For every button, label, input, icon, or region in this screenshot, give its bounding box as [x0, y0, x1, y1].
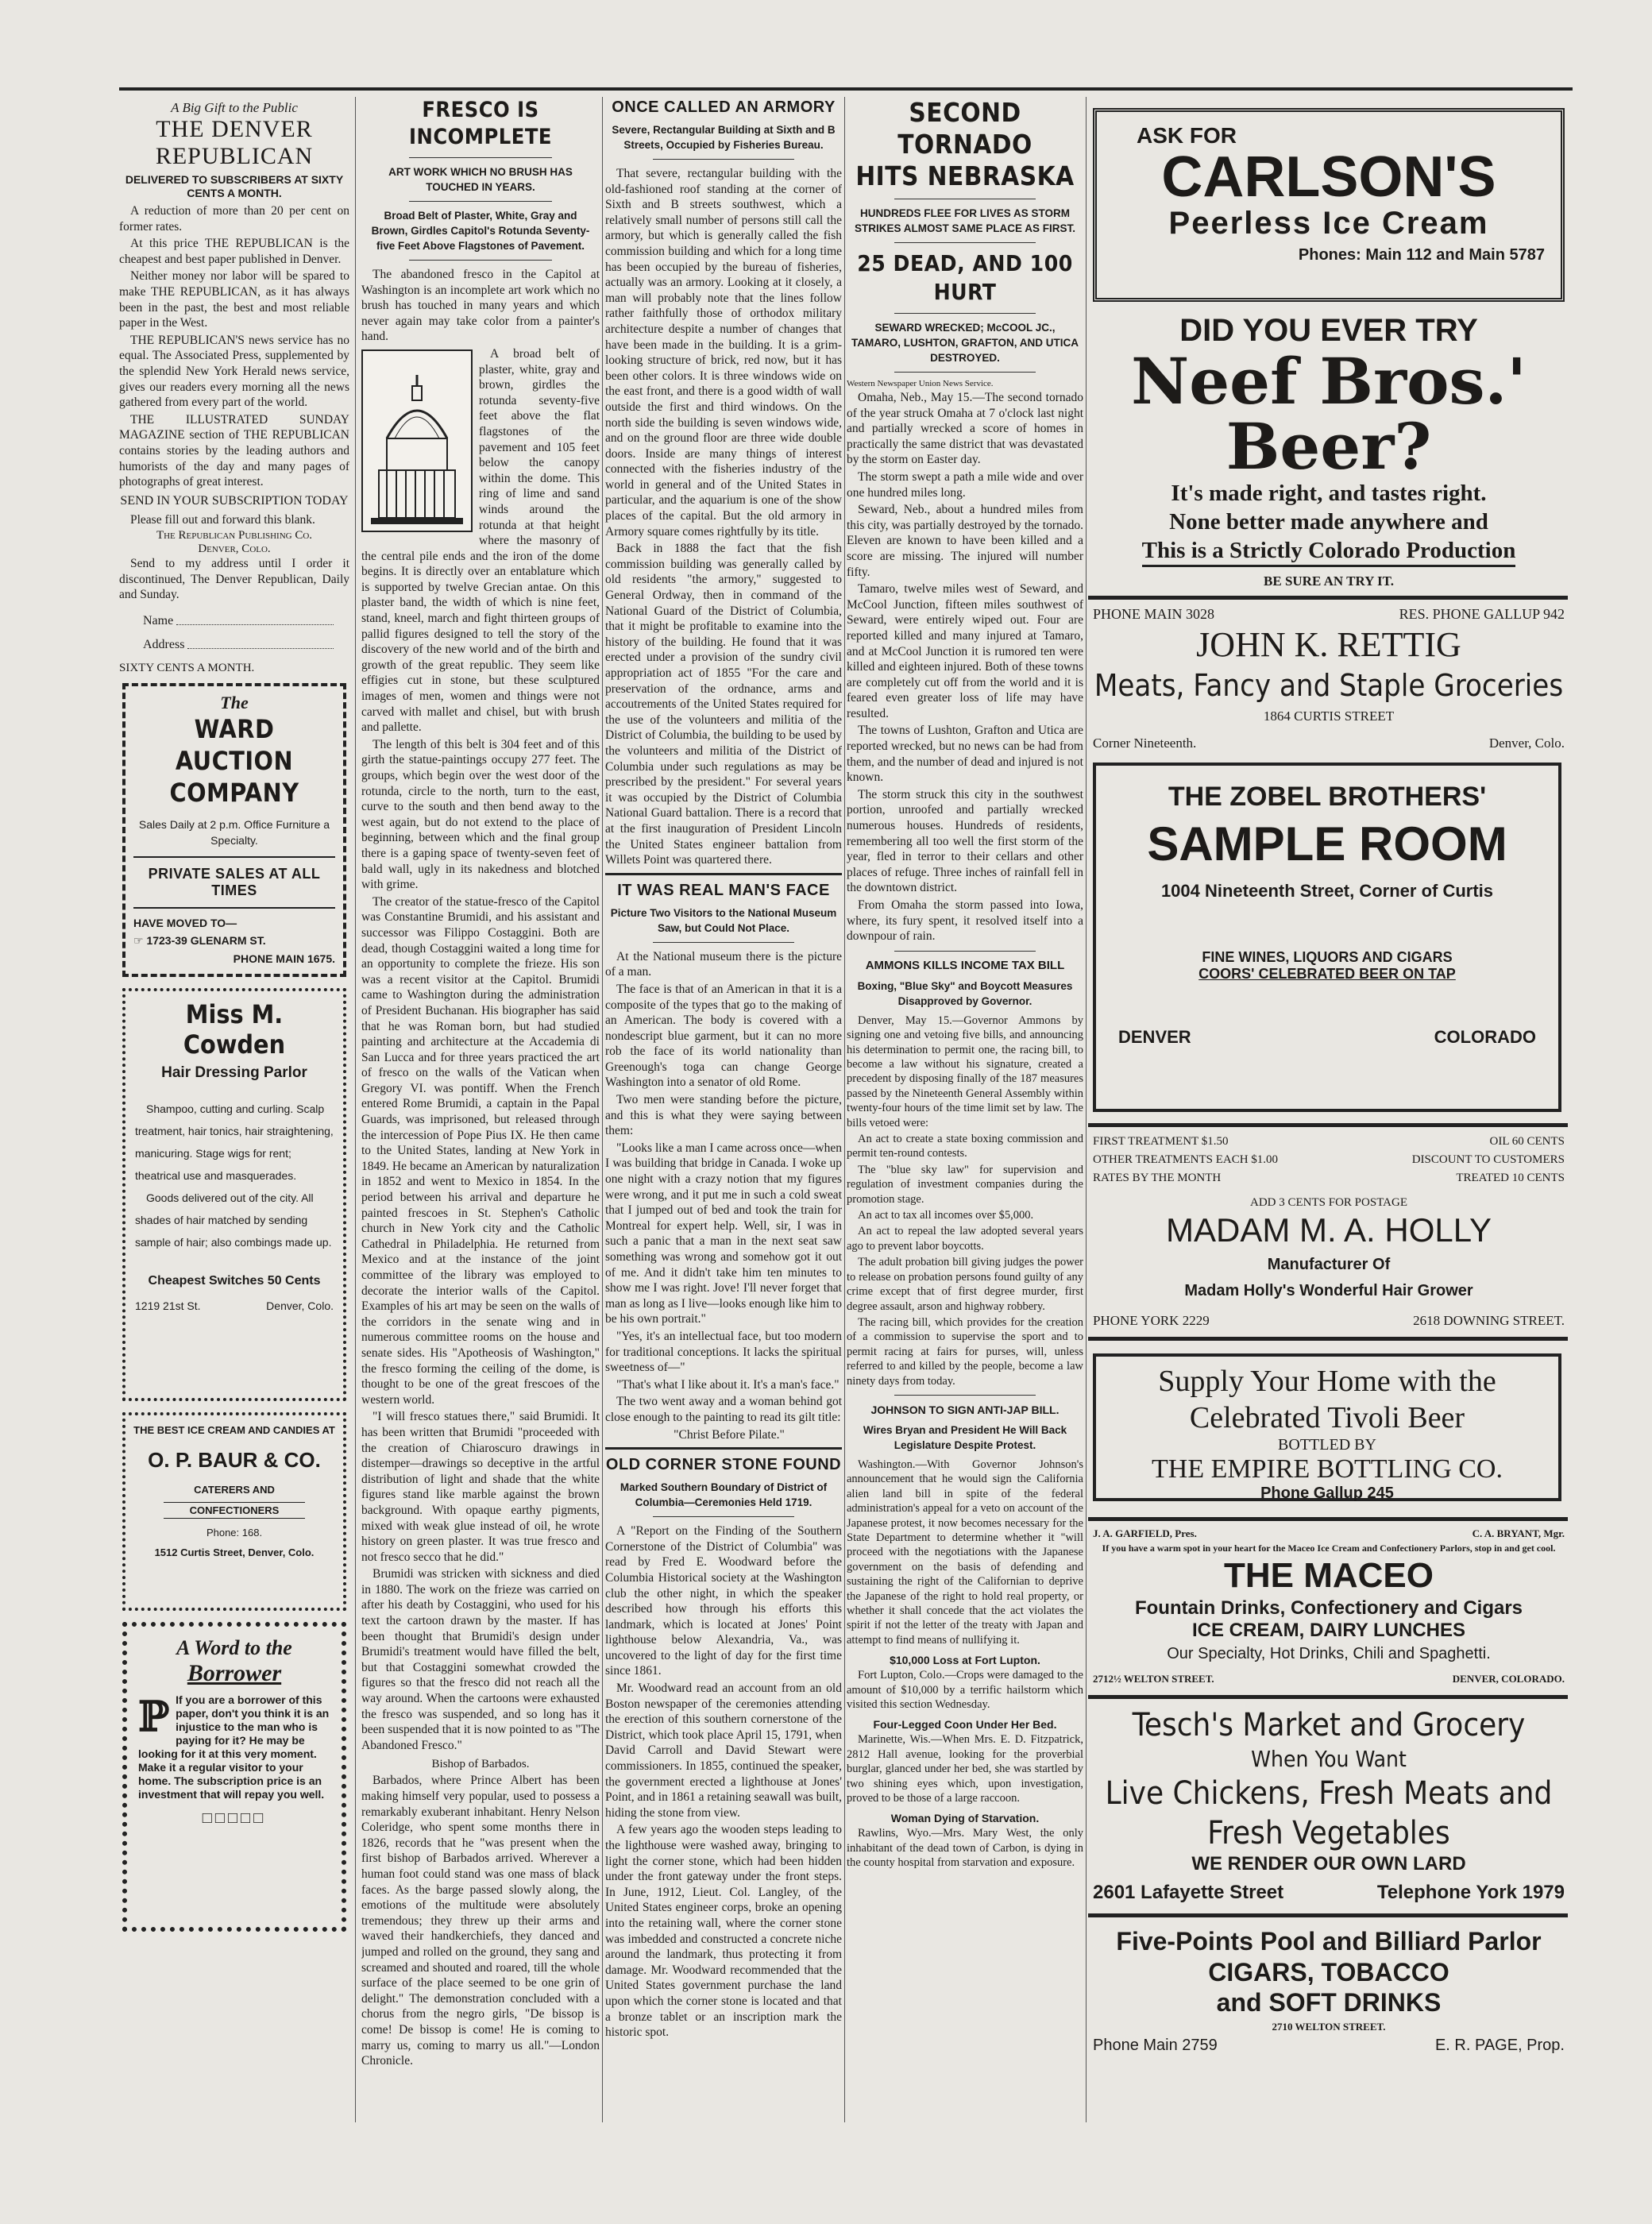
paragraph: A reduction of more than 20 per cent on former rates. — [119, 204, 349, 234]
paragraph: The face is that of an American in that it is a composite of the types that go to the making of an American. The body is covered with a nondescript blue garment, but it can no more rob the face of its world nationality than Greenough's toga can change George Washington into a senator of old Rome. — [605, 982, 842, 1090]
ward-name: WARD AUCTION COMPANY — [169, 714, 299, 809]
paragraph: At the National museum there is the picture of a man. — [605, 949, 842, 979]
paragraph: At this price THE REPUBLICAN is the cheapest and best paper published in Denver. — [119, 237, 349, 266]
paragraph: Please fill out and forward this blank. — [130, 512, 315, 527]
cowden-goods: Goods delivered out of the city. All shades of hair matched by sending sample of hair; also combings made up. — [135, 1191, 332, 1249]
column-1 — [119, 97, 349, 2130]
tesch-when: When You Want — [1251, 1746, 1407, 1772]
rettig-footer: Corner Nineteenth. Denver, Colo. — [1093, 736, 1565, 751]
paragraph: "Yes, it's an intellectual face, but too modern for traditional conceptions. It lacks the spiritual sweetness of—" — [605, 1329, 842, 1375]
paragraph: Denver, May 15.—Governor Ammons by signing one and vetoing five bills, and announcing his determination to permit one, the racing bill, to become a law without his signature, created a precedent by disposing finally of the 187 measures passed by the Nineteenth General Assembly within twenty-four hours of the time limit set by law. The bills vetoed were: — [847, 1014, 1083, 1129]
deck-johnson: Wires Bryan and President He Will Back Legislature Despite Protest. — [863, 1423, 1067, 1451]
tivoli-co: THE EMPIRE BOTTLING CO. — [1152, 1454, 1503, 1484]
paragraph: Two men were standing before the picture, and this is what they were saying between them: — [605, 1093, 842, 1138]
tivoli-bottled: BOTTLED BY — [1278, 1436, 1376, 1454]
paragraph: The "blue sky law" for supervision and regulation of investment companies during the promotion stage. — [847, 1163, 1083, 1206]
rettig-line: Meats, Fancy and Staple Groceries — [1094, 668, 1564, 703]
paragraph: THE ILLUSTRATED SUNDAY MAGAZINE section of THE REPUBLICAN contains stories by the leading authors and humorists of the day and many pages of photographs of great interest. — [119, 412, 349, 489]
maceo-ad — [1093, 1527, 1565, 1685]
headline-dead: 25 DEAD, AND 100 HURT — [857, 250, 1073, 305]
tesch-lard: WE RENDER OUR OWN LARD — [1191, 1853, 1466, 1875]
gift-line: A Big Gift to the Public — [171, 100, 298, 115]
paragraph: Omaha, Neb., May 15.—The second tornado of the year struck Omaha at 7 o'clock last night and partially wrecked a score of homes in practically the same district that was devastated by the storm on Easter day. — [847, 391, 1083, 467]
deck-face: Picture Two Visitors to the National Museum Saw, but Could Not Place. — [610, 906, 837, 934]
tivoli-ad — [1093, 1353, 1561, 1501]
deck-ammons: Boxing, "Blue Sky" and Boycott Measures Disapproved by Governor. — [857, 979, 1073, 1007]
zobel-address: 1004 Nineteenth Street, Corner of Curtis — [1160, 881, 1494, 901]
borrower-title1: A Word to the — [176, 1636, 292, 1660]
paragraph: An act to create a state boxing commission and permit ten-round contests. — [847, 1133, 1083, 1160]
paragraph: "Looks like a man I came across once—when I was building that bridge in Canada. I woke up one night with a crazy notion that my figures were wrong, and it put me in such a cold sweat that I jumped out of bed and took the train for Montreal for expert help. Well, sir, I was in such a panic that a man in the next seat saw something was wrong and somehow got it out of me. And it didn't take him ten minutes to show me I was right. Jove! I'll never forget that man as long as I live—looks enough like him to be his own portrait." — [605, 1141, 842, 1326]
paragraph: That severe, rectangular building with the old-fashioned roof standing at the corner of Sixth and B streets southwest, which a relatively small number of persons still call the armory, but which is generally called the fish commission building and which for a long time has been occupied by the bureau of fisheries, actually was an armory. Looking at it closely, a man will probably note that the lines follow rather faithfully those of orthodox military architecture despite a number of changes that have been made in the building. It is a grim-looking structure of brick, red now, but it has been other colors. It is three windows wide on the east front, and there is a good width of wall outside the first and third windows. On the north side the building is seven windows wide, and on the ground floor are three wide double doors. Inside are many things of interest connected with the fisheries industry of the world in general and of the United States in particular, and the aquarium is one of the show places of the capital. But the old armory in Armory square comes rightfully by its title. — [605, 167, 842, 539]
paragraph: The two went away and a woman behind got close enough to the painting to read its gilt title: — [605, 1395, 842, 1424]
deck-tornado-2: SEWARD WRECKED; McCOOL JC., TAMARO, LUSHTON, GRAFTON, AND UTICA DESTROYED. — [851, 322, 1079, 364]
paragraph: From Omaha the storm passed into Iowa, where, its fury spent, it resolved itself into a downpour of rain. — [847, 898, 1083, 944]
tivoli-line-1: Supply Your Home with the — [1158, 1365, 1496, 1398]
ward-the: The — [220, 693, 249, 713]
name-label: Name — [143, 614, 174, 628]
paragraph: Mr. Woodward read an account from an old Boston newspaper of the ceremonies attending the erection of this southern cornerstone of the District, which took place April 15, 1791, when David Carroll and David Stewart were commissioners. In 1855, continued the speaker, the government erected a lighthouse at Jones' Point, and in 1861 a retaining seawall was built, hiding the stone from view. — [605, 1682, 842, 1820]
pool-line-2: and SOFT DRINKS — [1216, 1988, 1442, 2017]
paragraph: Neither money nor labor will be spared to make THE REPUBLICAN, as it has always been in the past, the best and most reliable paper in the West. — [119, 269, 349, 330]
neef-name: Neef Bros.' Beer? — [1131, 344, 1527, 484]
deck-stone: Marked Southern Boundary of District of Columbia—Ceremonies Held 1719. — [620, 1481, 828, 1509]
paragraph: Washington.—With Governor Johnson's announcement that he would sign the California alien land bill in spite of the federal administration's appeal for a veto on account of the Japanese protest, it now becomes necessary for the State Department to determine whether it "will proceed with the negotiations with the Japanese government on the basis of defending and sustaining the right of the Californian to deprive the Japanese of the right to hold real property, or whether it shall concede that the act violates the spirit if not the letter of the treaty with Japan and attempt to find means of nullifying it. — [847, 1458, 1083, 1647]
pool-name: Five-Points Pool and Billiard Parlor — [1116, 1927, 1542, 1956]
ward-address: ☞ 1723-39 GLENARM ST. — [133, 934, 266, 948]
borrower-boxes: □□□□□ — [202, 1809, 267, 1828]
zobel-ad — [1093, 763, 1561, 1112]
neef-line-2: None better made anywhere and — [1169, 509, 1488, 535]
column-rule — [1086, 97, 1087, 2122]
baur-ad — [122, 1412, 346, 1611]
column-4 — [847, 97, 1083, 2130]
column-rule — [602, 97, 603, 2122]
top-rule — [119, 87, 1573, 91]
headline-fresco: FRESCO IS INCOMPLETE — [408, 98, 553, 149]
paragraph: The storm struck this city in the southwest portion, unroofed and partially wrecked numerous houses. Hundreds of residents, remembering all too well the first storm of the year, fled in terror to their cellars and other places of refuge. Three inches of rainfall fell in the downtown district. — [847, 787, 1083, 895]
neef-line-3: This is a Strictly Colorado Production — [1142, 536, 1516, 567]
cowden-ad — [122, 988, 346, 1401]
column-5-ads — [1088, 97, 1573, 2130]
paragraph: The length of this belt is 304 feet and of this girth the statue-paintings occupy 277 feet. The groups, which begin over the west door of the rotunda, circle to the north, turn to the east, curve to the south and then bend away to the west again, but do not extend to the place of beginning, between which and the final group there is a gaping space of twenty-seven feet of bald wall, ugly in its nakedness and blotched with grime. — [361, 737, 600, 892]
bishop-heading: Bishop of Barbados. — [431, 1758, 530, 1771]
paragraph: An act to repeal the law adopted several years ago to prevent labor boycotts. — [847, 1225, 1083, 1253]
neef-sure: BE SURE AN TRY IT. — [1264, 573, 1394, 589]
holly-row-1: FIRST TREATMENT $1.50 OIL 60 CENTS — [1093, 1135, 1565, 1148]
paragraph: Fort Lupton, Colo.—Crops were damaged to the amount of $10,000 by a terrific hailstorm which visited this section Wednesday. — [847, 1669, 1083, 1712]
publisher-city: Denver, Colo. — [198, 542, 271, 556]
paragraph: The racing bill, which provides for the creation of a commission to supervise the sport and to permit racing at fairs for purses, will, unless referred to and killed by the people, become a law ninety days from today. — [847, 1315, 1083, 1388]
paragraph: Brumidi was stricken with sickness and died in 1880. The work on the frieze was carried on after his death by Costaggini, who used for his text the cartoon drawn by the master. If has been thought that Brumidi's design under Brumidi's treatment would have filled the belt, but that Costaggini somewhat crowded the figures so that the fresco did not reach all the way around. When the cartoons were exhausted the fresco was suspended, and so long has it been suspended that it is now pointed to as "The Abandoned Fresco." — [361, 1567, 600, 1752]
drop-cap: ℙ — [138, 1693, 170, 1742]
news-service: Western Newspaper Union News Service. — [847, 379, 994, 388]
delivered-line: DELIVERED TO SUBSCRIBERS AT SIXTY CENTS A MONTH. — [125, 173, 344, 199]
neef-question: DID YOU EVER TRY — [1179, 313, 1478, 348]
pool-line-1: CIGARS, TOBACCO — [1208, 1958, 1449, 1987]
column-rule — [844, 97, 845, 2122]
zobel-name: THE ZOBEL BROTHERS' — [1168, 782, 1487, 812]
headline-ammons: AMMONS KILLS INCOME TAX BILL — [865, 958, 1065, 972]
ward-auction-ad — [122, 683, 346, 977]
headline-tornado-1: SECOND TORNADO — [897, 97, 1032, 160]
paragraph: A "Report on the Finding of the Southern Cornerstone of the District of Columbia" was read by Fred E. Woodward before the Columbia Historical society at the Washington club the other night, in which the speaker described how through his efforts this landmark, which is located at Jones' Point lighthouse below Alexandria, Va., was uncovered to the light of day for the first time since 1861. — [605, 1524, 842, 1678]
maceo-line-2: ICE CREAM, DAIRY LUNCHES — [1191, 1620, 1466, 1641]
name-field[interactable] — [143, 614, 349, 628]
paragraph: "Christ Before Pilate." — [674, 1427, 785, 1442]
deck-fresco-2: Broad Belt of Plaster, White, Gray and Brown, Girdles Capitol's Rotunda Seventy-five Feet Above Flagstones of Pavement. — [371, 210, 590, 252]
borrower-ad — [122, 1622, 346, 1932]
paragraph: The adult probation bill giving judges the power to release on probation persons found guilty of any crime except that of first degree murder, first degree assault, arson and highway robbery. — [847, 1256, 1083, 1313]
rettig-ad — [1093, 606, 1565, 751]
tesch-name: Tesch's Market and Grocery — [1132, 1707, 1526, 1743]
maceo-footer: 2712½ WELTON STREET. DENVER, COLORADO. — [1093, 1673, 1565, 1685]
pool-address: 2710 WELTON STREET. — [1272, 2021, 1386, 2033]
neef-ad — [1093, 313, 1565, 589]
send-in: SEND IN YOUR SUBSCRIPTION TODAY — [120, 493, 349, 508]
capitol-icon — [363, 351, 471, 531]
ward-sales: Sales Daily at 2 p.m. Office Furniture a Specialty. — [138, 818, 330, 848]
headline-face: IT WAS REAL MAN'S FACE — [617, 881, 830, 899]
tesch-line-2: Fresh Vegetables — [1207, 1815, 1450, 1851]
carlson-product: Peerless Ice Cream — [1168, 206, 1489, 241]
zobel-wines: FINE WINES, LIQUORS AND CIGARS — [1202, 949, 1453, 965]
paragraph: The abandoned fresco in the Capitol at Washington is an incomplete art work which no brush has touched in many years and which never again may take color from a painter's hand. — [361, 268, 600, 344]
baur-address: 1512 Curtis Street, Denver, Colo. — [154, 1546, 315, 1559]
headline-coon: Four-Legged Coon Under Her Bed. — [873, 1718, 1057, 1732]
column-3 — [605, 97, 842, 2130]
headline-lupton: $10,000 Loss at Fort Lupton. — [890, 1654, 1040, 1667]
holly-ad — [1093, 1135, 1565, 1329]
baur-phone: Phone: 168. — [206, 1527, 263, 1539]
holly-mfr: Manufacturer Of — [1267, 1256, 1391, 1273]
tivoli-line-2: Celebrated Tivoli Beer — [1189, 1401, 1465, 1434]
headline-tornado-2: HITS NEBRASKA — [855, 160, 1075, 191]
maceo-line-1: Fountain Drinks, Confectionery and Cigars — [1134, 1597, 1523, 1619]
paragraph: "I will fresco statues there," said Brumidi. It has been written that Brumidi "proceeded with the creation of Chiaroscuro drawings in distemper—drawings so deceptive in the artful distribution of light and shade that the white figures stand like marble against the brown background. With opaque earthy pigments, mixed with weak glue instead of oil, he wrote history on green plaster. It was true fresco and not fresco secco that he did." — [361, 1410, 600, 1564]
holly-row-2: OTHER TREATMENTS EACH $1.00 DISCOUNT TO CUSTOMERS — [1093, 1153, 1565, 1166]
address-label: Address — [143, 638, 185, 652]
baur-caterers: CATERERS AND — [194, 1484, 275, 1496]
paragraph: Tamaro, twelve miles west of Seward, and McCool Junction, fifteen miles southwest of Seward, were entirely wiped out. Four are reported killed and many injured at Tamaro, and at McCool Junction it is rumored ten were killed and eighteen injured. Both of these towns are completely cut off from the world and it is feared even greater loss of life may have resulted. — [847, 582, 1083, 720]
maceo-line-3: Our Specialty, Hot Drinks, Chili and Spaghetti. — [1167, 1645, 1491, 1662]
paper-title: THE DENVER REPUBLICAN — [155, 116, 314, 169]
paragraph: A broad belt of plaster, white, gray and brown, girdles the rotunda seventy-five feet above the flat flagstones of the pavement and 105 feet below the canopy within the dome. This ring of lime and sand winds around the rotunda at that height where the masonry of the central pile ends and the iron of the dome begins. It is directly over an entablature which is supported by twelve Grecian antae. On this plaster band, the width of which is nine feet, stand, kneel, march and fight thirteen groups of pallid figures designed to tell the story of the discovery of the new world and of the birth and growth of the great republic. They seem like effigies cut in stone, but these sculptured images of men, women and things were not carved with mallet and chisel, but with brush and pallette. — [361, 346, 600, 735]
paragraph: Rawlins, Wyo.—Mrs. Mary West, the only inhabitant of the dead town of Carbon, is dying in the county hospital from starvation and exposure. — [847, 1827, 1083, 1870]
carlson-ask: ASK FOR — [1137, 123, 1237, 148]
capitol-dome-illustration — [361, 349, 473, 532]
article-fresco — [361, 267, 600, 1753]
deck-tornado-1: HUNDREDS FLEE FOR LIVES AS STORM STRIKES ALMOST SAME PLACE AS FIRST. — [854, 207, 1075, 234]
headline-johnson: JOHNSON TO SIGN ANTI-JAP BILL. — [870, 1403, 1060, 1416]
headline-armory: ONCE CALLED AN ARMORY — [612, 98, 836, 116]
address-field[interactable] — [143, 638, 349, 652]
pool-footer: Phone Main 2759 E. R. PAGE, Prop. — [1093, 2037, 1565, 2054]
carlson-name: CARLSON'S — [1161, 145, 1496, 209]
paragraph: Marinette, Wis.—When Mrs. E. D. Fitzpatrick, 2812 Hall avenue, looking for the proverbial burglar, glanced under her bed, she was startled by two shining eyes which, upon investigation, proved to be those of a large raccoon. — [847, 1733, 1083, 1805]
bishop-article: Barbados, where Prince Albert has been making himself very popular, used to possess a remarkably exuberant inhabitant. Henry Nelson Coleridge, who spent some months there in 1826, records that he "was present when the first bishop of Barbados arrived. Wherever a human foot could stand was one mass of black faces. As the barge passed slowly along, the emotions of the multitude were absolutely tremendous; they threw up their arms and waved their handkerchiefs, they danced and jumped and rolled on the ground, they sang and screamed and shouted and roared, till the whole surface of the place seemed to be one grin of delight." The demonstration concluded with a chorus from the negro girls, "De bissop is come! De bissop is come! He is coming to marry us, coming to marry us all."—London Chronicle. — [361, 1774, 600, 2068]
column-rule — [355, 97, 356, 2122]
headline-starve: Woman Dying of Starvation. — [890, 1812, 1040, 1825]
ward-phone: PHONE MAIN 1675. — [233, 952, 335, 966]
holly-postage: ADD 3 CENTS FOR POSTAGE — [1250, 1196, 1407, 1209]
carlson-ad — [1093, 108, 1565, 302]
ward-private: PRIVATE SALES AT ALL TIMES — [148, 866, 321, 899]
pool-ad — [1093, 1925, 1565, 2055]
tesch-line-1: Live Chickens, Fresh Meats and — [1105, 1775, 1553, 1812]
holly-name: MADAM M. A. HOLLY — [1166, 1211, 1492, 1249]
maceo-name: THE MACEO — [1224, 1556, 1434, 1595]
deck-armory: Severe, Rectangular Building at Sixth and B Streets, Occupied by Fisheries Bureau. — [612, 124, 836, 151]
tesch-ad — [1093, 1705, 1565, 1904]
maceo-warm: If you have a warm spot in your heart for the Maceo Ice Cream and Confectionery Parlors, stop in and get cool. — [1102, 1543, 1556, 1554]
holly-row-3: RATES BY THE MONTH TREATED 10 CENTS — [1093, 1172, 1565, 1184]
zobel-room: SAMPLE ROOM — [1147, 817, 1507, 871]
deck-fresco-1: ART WORK WHICH NO BRUSH HAS TOUCHED IN YEARS. — [388, 166, 573, 193]
ward-moved: HAVE MOVED TO— — [133, 917, 237, 930]
cowden-services: Shampoo, cutting and curling. Scalp treatment, hair tonics, hair straightening, manicuring. Stage wigs for rent; theatrical use and masquerades. — [135, 1102, 334, 1183]
maceo-officers: J. A. GARFIELD, Pres. C. A. BRYANT, Mgr. — [1093, 1527, 1565, 1539]
cowden-switches: Cheapest Switches 50 Cents — [148, 1274, 321, 1288]
neef-line-1: It's made right, and tastes right. — [1171, 481, 1487, 506]
holly-footer: PHONE YORK 2229 2618 DOWNING STREET. — [1093, 1313, 1565, 1328]
cowden-name: Miss M. Cowden — [183, 999, 286, 1060]
cowden-footer: 1219 21st St. Denver, Colo. — [135, 1299, 334, 1313]
tivoli-phone: Phone Gallup 245 — [1260, 1485, 1394, 1502]
baur-name: O. P. BAUR & CO. — [148, 1448, 321, 1473]
zobel-footer: DENVER COLORADO — [1118, 1027, 1536, 1047]
baur-best: THE BEST ICE CREAM AND CANDIES AT — [133, 1424, 335, 1437]
cowden-title: Hair Dressing Parlor — [161, 1064, 307, 1082]
paragraph: The storm swept a path a mile wide and over one hundred miles long. — [847, 469, 1083, 500]
rettig-name: JOHN K. RETTIG — [1196, 625, 1461, 664]
publisher: The Republican Publishing Co. — [156, 529, 313, 542]
paragraph: An act to tax all incomes over $5,000. — [858, 1209, 1034, 1222]
carlson-phones: Phones: Main 112 and Main 5787 — [1298, 246, 1545, 264]
paragraph: "That's what I like about it. It's a man's face." — [616, 1377, 840, 1392]
sixty-cents: SIXTY CENTS A MONTH. — [119, 662, 255, 675]
headline-stone: OLD CORNER STONE FOUND — [605, 1456, 842, 1474]
zobel-coors: COORS' CELEBRATED BEER ON TAP — [1198, 966, 1456, 982]
tesch-footer: 2601 Lafayette Street Telephone York 1979 — [1093, 1882, 1565, 1903]
paragraph: The creator of the statue-fresco of the Capitol was Constantine Brumidi, and his assistant and successor was Filippo Costaggini. Both are dead, though Costaggini waited a long time for an opportunity to complete the frieze. His son was a recent visitor at the Capitol. Brumidi came to Washington during the administration of President Buchanan. His biographer has said that he was Roman born, but had studied painting and architecture at the Accademia di San Lucca and for three years practiced the art of fresco on the walls of the Vatican when Gregory VI. was pontiff. When the French entered Rome Brumidi, a captain in the Papal Guards, was imprisoned, but released through the intercession of Pope Pius IX. He then came to the United States, landing at New York in 1849. He became an American by naturalization in 1852 and went to Mexico in 1854. In the period between his arrival and departure he painted frescoes in St. Stephen's Catholic church in New York city and the Catholic Cathedral in Philadelphia. He returned from Mexico and at the instance of the joint committee of the library was employed to decorate the interior walls of the Capitol. Examples of his art may be seen on the walls of the corridors in the senate wing and in numerous committee rooms on the house and senate sides. His "Apotheosis of Washington," the fresco forming the ceiling of the dome, is thought to be one of the great frescoes of the western world. — [361, 894, 600, 1407]
borrower-title2: Borrower — [187, 1660, 282, 1687]
rettig-street: 1864 CURTIS STREET — [1263, 709, 1395, 724]
holly-grower: Madam Holly's Wonderful Hair Grower — [1184, 1282, 1473, 1299]
paragraph: A few years ago the wooden steps leading to the lighthouse were washed away, bringing to light the corner stone, which had been hidden under the front gateway under the front steps. In June, 1912, Lieut. Col. Langley, of the United States engineer corps, broke an opening into the retaining wall, where the corner stone was imbedded and constructed a concrete niche around the landmark, thus protecting it from damage. Mr. Woodward recommended that the United States government purchase the land upon which the corner stone is located and that a bronze tablet or an inscription mark the historic spot. — [605, 1823, 842, 2040]
paragraph: Back in 1888 the fact that the fish commission building was generally called by old residents "the armory," suggested to General Ordway, then in command of the National Guard of the District of Columbia, that it might be profitable to examine into the history of the building. He found that it was erected under a provision of the sundry civil appropriation act of 1855 "For the care and preservation of the ordnance, arms and accoutrements of the United States required for the use of the volunteers and militia of the District of Columbia, the building to be used by the volunteers and militia of the District of Columbia under such regulations as may be prescribed by the president." For several years it was occupied by the District of Columbia National Guard battalion. There is a record that at the first inauguration of President Lincoln the United States engineer battalion from Willets Point was quartered there. — [605, 542, 842, 867]
baur-confectioners: CONFECTIONERS — [164, 1502, 305, 1519]
paragraph: THE REPUBLICAN'S news service has no equal. The Associated Press, supplemented by the splendid New York Herald news service, gives our readers every morning all the news gathered from every part of the world. — [119, 333, 349, 410]
paragraph: Send to my address until I order it discontinued, The Denver Republican, Daily and Sunday. — [119, 557, 349, 602]
paragraph: Seward, Neb., about a hundred miles from this city, was partially destroyed by the tornado. Eleven are known to have been killed and a score are missing. The injured will number fifty. — [847, 503, 1083, 579]
column-2 — [361, 97, 600, 2130]
borrower-text: ℙ If you are a borrower of this paper, don't you think it is an injustice to the man who is paying for it? He may be looking for it at this very moment. Make it a regular visitor to your home. The subscription price is an investment that will repay you well. — [138, 1693, 330, 1801]
paragraph: The towns of Lushton, Grafton and Utica are reported wrecked, but no news can be had from them, and the number of dead and injured is not known. — [847, 724, 1083, 785]
rettig-phones: PHONE MAIN 3028 RES. PHONE GALLUP 942 — [1093, 606, 1565, 622]
